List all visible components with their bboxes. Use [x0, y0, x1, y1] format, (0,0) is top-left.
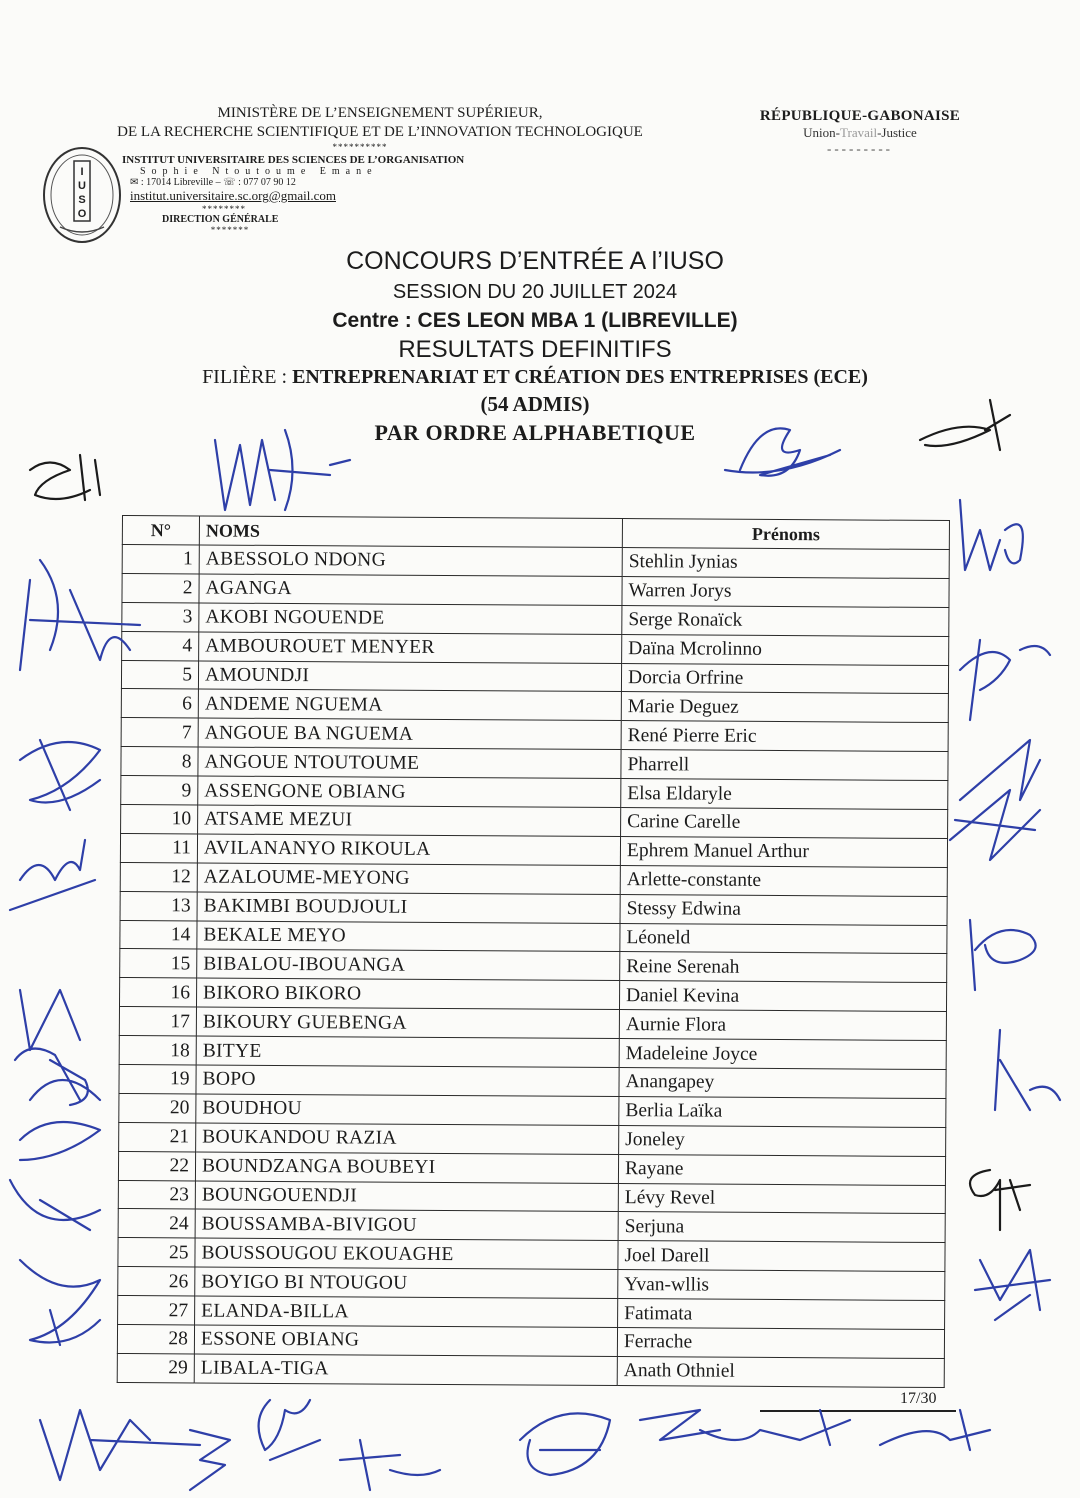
row-number: 24	[118, 1209, 195, 1238]
signature-mark	[640, 1410, 850, 1445]
row-prenom: Berlia Laïka	[619, 1096, 946, 1127]
separator-stars: **********	[332, 142, 388, 152]
title-resultats: RESULTATS DEFINITIFS	[398, 336, 672, 363]
svg-text:I: I	[80, 166, 84, 178]
row-nom: BITYE	[196, 1036, 619, 1067]
row-number: 7	[121, 718, 198, 747]
row-prenom: Marie Deguez	[621, 692, 948, 723]
title-order: PAR ORDRE ALPHABETIQUE	[374, 420, 696, 445]
title-session: SESSION DU 20 JUILLET 2024	[392, 281, 678, 303]
signature-mark	[20, 1260, 100, 1345]
signature-mark	[215, 430, 350, 510]
motto-union: Union-	[803, 125, 841, 140]
row-number: 9	[121, 776, 198, 805]
row-nom: ABESSOLO NDONG	[199, 545, 622, 576]
row-number: 5	[121, 660, 198, 689]
title-admitted-count: (54 ADMIS)	[480, 392, 590, 416]
row-number: 11	[120, 833, 197, 862]
row-number: 22	[118, 1151, 195, 1180]
row-nom: ATSAME MEZUI	[198, 805, 621, 836]
row-prenom: Léoneld	[620, 923, 947, 954]
row-number: 10	[121, 805, 198, 834]
row-prenom: Ferrache	[617, 1328, 944, 1359]
row-prenom: Carine Carelle	[621, 808, 948, 839]
signature-mark	[950, 740, 1040, 860]
row-prenom: Serjuna	[618, 1212, 945, 1243]
row-prenom: Lévy Revel	[618, 1183, 945, 1214]
row-prenom: Aurnie Flora	[619, 1010, 946, 1041]
row-number: 14	[120, 920, 197, 949]
row-prenom: Joel Darell	[618, 1241, 945, 1272]
row-number: 3	[122, 602, 199, 631]
signature-mark	[10, 840, 95, 910]
institute-contact: ✉ : 17014 Libreville – ☏ : 077 07 90 12	[130, 177, 296, 188]
row-prenom: Reine Serenah	[620, 952, 947, 983]
row-nom: BEKALE MEYO	[197, 921, 620, 952]
row-nom: BOUNGOUENDJI	[195, 1181, 618, 1212]
institute-email: institut.universitaire.sc.org@gmail.com	[130, 188, 336, 203]
filiere-value: ENTREPRENARIAT ET CRÉATION DES ENTREPRISES (ECE)	[292, 366, 868, 388]
institute-name: INSTITUT UNIVERSITAIRE DES SCIENCES DE L’ORGANISATION	[122, 154, 465, 166]
signature-mark	[259, 1400, 320, 1460]
row-prenom: Yvan-wllis	[618, 1270, 945, 1301]
row-number: 25	[118, 1238, 195, 1267]
signature-mark	[970, 1170, 1030, 1230]
ministry-line-2: DE LA RECHERCHE SCIENTIFIQUE ET DE L’INNOVATION TECHNOLOGIQUE	[117, 124, 643, 140]
title-concours: CONCOURS D’ENTRÉE A l’IUSO	[346, 247, 724, 275]
row-number: 13	[120, 891, 197, 920]
direction-generale: DIRECTION GÉNÉRALE	[162, 214, 279, 225]
signature-mark	[20, 560, 140, 670]
row-nom: BOUSSAMBA-BIVIGOU	[195, 1209, 618, 1240]
institute-person: Sophie Ntoutoume Emane	[140, 166, 378, 177]
signature-mark	[995, 1030, 1060, 1110]
row-prenom: Daniel Kevina	[619, 981, 946, 1012]
row-prenom: Daïna Mcrolinno	[622, 634, 949, 665]
signature-mark	[520, 1413, 610, 1475]
filiere-label: FILIÈRE :	[202, 366, 293, 388]
row-prenom: Fatimata	[618, 1299, 945, 1330]
header-num: N°	[122, 516, 199, 545]
svg-text:O: O	[77, 208, 87, 220]
ministry-line-1: MINISTÈRE DE L’ENSEIGNEMENT SUPÉRIEUR,	[217, 105, 543, 121]
row-number: 2	[122, 573, 199, 602]
signature-mark	[190, 1430, 230, 1490]
row-nom: BIBALOU-IBOUANGA	[197, 949, 620, 980]
row-number: 17	[119, 1007, 196, 1036]
separator-stars: ********	[202, 204, 246, 214]
signature-mark	[880, 1410, 990, 1450]
signature-mark	[10, 1122, 100, 1230]
row-number: 21	[119, 1122, 196, 1151]
row-nom: BOUKANDOU RAZIA	[196, 1123, 619, 1154]
row-prenom: Elsa Eldaryle	[621, 779, 948, 810]
row-nom: BOPO	[196, 1065, 619, 1096]
row-nom: BOUDHOU	[196, 1094, 619, 1125]
row-nom: LIBALA-TIGA	[194, 1354, 617, 1385]
row-nom: AMBOUROUET MENYER	[199, 632, 622, 663]
row-nom: AKOBI NGOUENDE	[199, 603, 622, 634]
row-prenom: Ephrem Manuel Arthur	[620, 836, 947, 867]
row-nom: ELANDA-BILLA	[195, 1296, 618, 1327]
row-prenom: Pharrell	[621, 750, 948, 781]
row-nom: BOUNDZANGA BOUBEYI	[195, 1152, 618, 1183]
motto-justice: -Justice	[877, 125, 917, 140]
row-prenom: Warren Jorys	[622, 576, 949, 607]
republic-dashes: ---------	[827, 141, 893, 156]
signature-mark	[975, 1250, 1050, 1320]
svg-text:U: U	[78, 180, 86, 192]
row-prenom: Madeleine Joyce	[619, 1039, 946, 1070]
row-number: 18	[119, 1036, 196, 1065]
signature-mark	[920, 400, 1010, 450]
republic-title: RÉPUBLIQUE-GABONAISE	[759, 108, 961, 124]
signature-mark	[40, 1410, 200, 1480]
row-number: 8	[121, 747, 198, 776]
signature-mark	[340, 1440, 440, 1490]
row-prenom: René Pierre Eric	[621, 721, 948, 752]
row-prenom: Rayane	[618, 1154, 945, 1185]
row-nom: ANGOUE NTOUTOUME	[198, 747, 621, 778]
signature-mark	[960, 640, 1050, 720]
row-number: 23	[118, 1180, 195, 1209]
row-number: 16	[119, 978, 196, 1007]
page-number: 17/30	[900, 1390, 937, 1407]
signature-mark	[20, 740, 100, 810]
row-number: 26	[118, 1267, 195, 1296]
row-number: 12	[120, 862, 197, 891]
row-nom: AGANGA	[199, 574, 622, 605]
row-nom: BIKORO BIKORO	[196, 978, 619, 1009]
row-number: 20	[119, 1093, 196, 1122]
row-number: 29	[117, 1353, 194, 1382]
row-nom: BOUSSOUGOU EKOUAGHE	[195, 1238, 618, 1269]
row-prenom: Arlette-constante	[620, 865, 947, 896]
row-number: 19	[119, 1065, 196, 1094]
signature-mark	[970, 920, 1036, 990]
row-number: 28	[117, 1325, 194, 1354]
row-number: 4	[122, 631, 199, 660]
row-number: 15	[120, 949, 197, 978]
row-number: 6	[121, 689, 198, 718]
row-prenom: Stehlin Jynias	[622, 548, 949, 579]
title-centre: Centre : CES LEON MBA 1 (LIBREVILLE)	[332, 309, 738, 332]
row-prenom: Stessy Edwina	[620, 894, 947, 925]
row-nom: BOYIGO BI NTOUGOU	[195, 1267, 618, 1298]
row-prenom: Dorcia Orfrine	[621, 663, 948, 694]
row-number: 27	[118, 1296, 195, 1325]
motto-travail: Travail	[840, 125, 878, 140]
signature-mark	[30, 455, 100, 500]
header-prenoms: Prénoms	[622, 519, 949, 550]
row-nom: ANGOUE BA NGUEMA	[198, 718, 621, 749]
row-nom: ESSONE OBIANG	[194, 1325, 617, 1356]
row-nom: BAKIMBI BOUDJOULI	[197, 892, 620, 923]
signature-mark	[960, 500, 1023, 570]
row-nom: ANDEME NGUEMA	[198, 689, 621, 720]
row-prenom: Serge Ronaïck	[622, 605, 949, 636]
signature-mark	[15, 990, 100, 1105]
row-prenom: Anath Othniel	[617, 1356, 944, 1387]
row-nom: BIKOURY GUEBENGA	[196, 1007, 619, 1038]
row-nom: AMOUNDJI	[198, 661, 621, 692]
row-prenom: Joneley	[619, 1125, 946, 1156]
signature-mark	[725, 428, 840, 475]
row-nom: AVILANANYO RIKOULA	[197, 834, 620, 865]
row-prenom: Anangapey	[619, 1068, 946, 1099]
header-noms: NOMS	[199, 516, 622, 548]
svg-text:S: S	[78, 194, 86, 206]
row-nom: ASSENGONE OBIANG	[198, 776, 621, 807]
row-number: 1	[122, 545, 199, 574]
row-nom: AZALOUME-MEYONG	[197, 863, 620, 894]
separator-stars: *******	[210, 225, 250, 235]
